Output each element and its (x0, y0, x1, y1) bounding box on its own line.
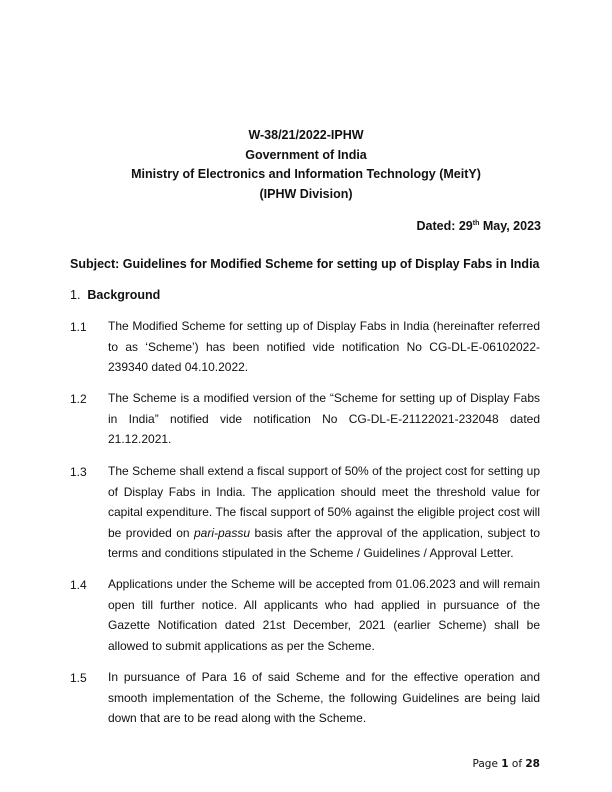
division-heading: (IPHW Division) (259, 187, 353, 201)
para-number: 1.3 (70, 465, 87, 479)
para-number: 1.4 (70, 578, 87, 592)
paragraph-1-1: The Modified Scheme for setting up of Display Fabs in India (hereinafter referred to as ‘Scheme’) has been notified vide notification No CG-DL-E-06102022-239340 dated 04.10.2022. (108, 319, 540, 374)
paragraph-1-2: The Scheme is a modified version of the “Scheme for setting up of Display Fabs in India” notified vide notification No CG-DL-E-21122021-232048 dated 21.12.2021. (108, 391, 540, 446)
date-prefix: Dated: 29 (416, 219, 473, 233)
section-number: 1. (70, 288, 81, 302)
government-heading: Government of India (245, 148, 367, 162)
page-label: Page (472, 758, 502, 770)
para-text: basis after the approval of the application, subject to terms and conditions stipulated in the Scheme / Guidelines / Approval Letter. (108, 525, 541, 560)
para-italic: pari-passu (194, 525, 251, 540)
section-title: Background (87, 288, 161, 302)
date-line (416, 219, 541, 233)
paragraph-1-3 (108, 461, 540, 564)
para-number: 1.1 (70, 320, 87, 334)
ministry-heading: Ministry of Electronics and Information Technology (MeitY) (131, 167, 481, 181)
para-number: 1.2 (70, 392, 87, 406)
para-number: 1.5 (70, 671, 87, 685)
date-sup: th (472, 220, 480, 227)
current-page: 1 (501, 758, 509, 770)
para-text: The Scheme shall extend a fiscal support of 50% of the project cost for setting up of Display Fabs in India. The application should meet the threshold value for capital expenditure. The fiscal support of 50% against the eligible project cost will be provided on (108, 464, 540, 540)
total-pages: 28 (525, 758, 540, 770)
date-suffix: May, 2023 (479, 219, 541, 233)
page-number (473, 758, 541, 770)
section-heading (70, 288, 160, 302)
file-reference: W-38/21/2022-IPHW (248, 128, 364, 142)
paragraph-1-5: In pursuance of Para 16 of said Scheme and for the effective operation and smooth implementation of the Scheme, the following Guidelines are being laid down that are to be read along with the Scheme. (108, 670, 540, 725)
subject-line: Subject: Guidelines for Modified Scheme for setting up of Display Fabs in India (70, 257, 540, 271)
paragraph-1-4: Applications under the Scheme will be accepted from 01.06.2023 and will remain open till further notice. All applicants who had applied in pursuance of the Gazette Notification dated 21st December, 2021 (earlier Scheme) shall be allowed to submit applications as per the Scheme. (108, 577, 540, 653)
page-of: of (508, 758, 526, 770)
